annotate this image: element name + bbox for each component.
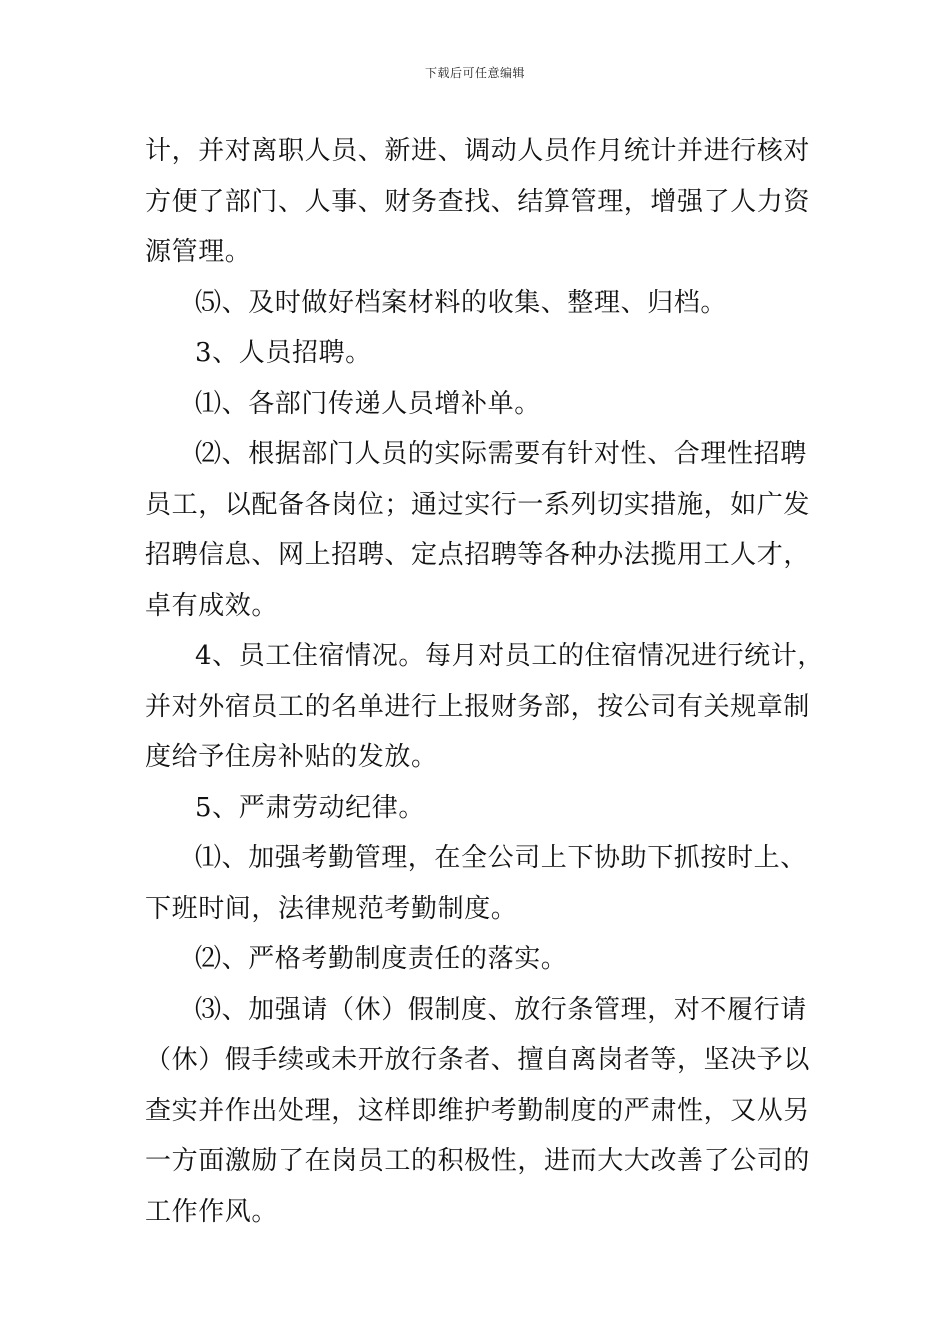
text-line: 一方面激励了在岗员工的积极性，进而大大改善了公司的 [145,1146,811,1176]
text-line: 员工，以配备各岗位；通过实行一系列切实措施，如广发 [145,489,811,520]
text-line: ⑴、各部门传递人员增补单。 [195,388,541,419]
text-line: 源管理。 [145,237,252,267]
text-line: 并对外宿员工的名单进行上报财务部，按公司有关规章制 [145,691,811,722]
document-body [145,126,824,1237]
text-line: 招聘信息、网上招聘、定点招聘等各种办法揽用工人才， [145,540,811,570]
text-line: 查实并作出处理，这样即维护考勤制度的严肃性，又从另 [145,1095,811,1126]
text-line: ⑴、加强考勤管理，在全公司上下协助下抓按时上、 [195,843,807,873]
text-line: 下班时间，法律规范考勤制度。 [145,893,518,924]
text-line: （休）假手续或未开放行条者、擅自离岗者等，坚决予以 [145,1045,811,1075]
text-line: ⑸、及时做好档案材料的收集、整理、归档。 [195,287,728,318]
text-line: 工作作风。 [145,1196,279,1227]
text-line: ⑶、加强请（休）假制度、放行条管理，对不履行请 [195,994,807,1025]
text-line: 3、人员招聘。 [195,338,372,368]
text-line: 卓有成效。 [145,590,279,621]
text-line: ⑵、根据部门人员的实际需要有针对性、合理性招聘 [195,439,807,469]
text-block [145,126,824,1237]
text-line: 计，并对离职人员、新进、调动人员作月统计并进行核对 [145,136,811,166]
text-line: 方便了部门、人事、财务查找、结算管理，增强了人力资 [145,186,811,217]
text-line: 4、员工住宿情况。每月对员工的住宿情况进行统计， [195,641,824,671]
text-line: 5、严肃劳动纪律。 [195,792,425,823]
text-line: ⑵、严格考勤制度责任的落实。 [195,944,568,974]
text-line: 度给予住房补贴的发放。 [145,742,438,772]
page-header: 下载后可任意编辑 [424,66,525,80]
